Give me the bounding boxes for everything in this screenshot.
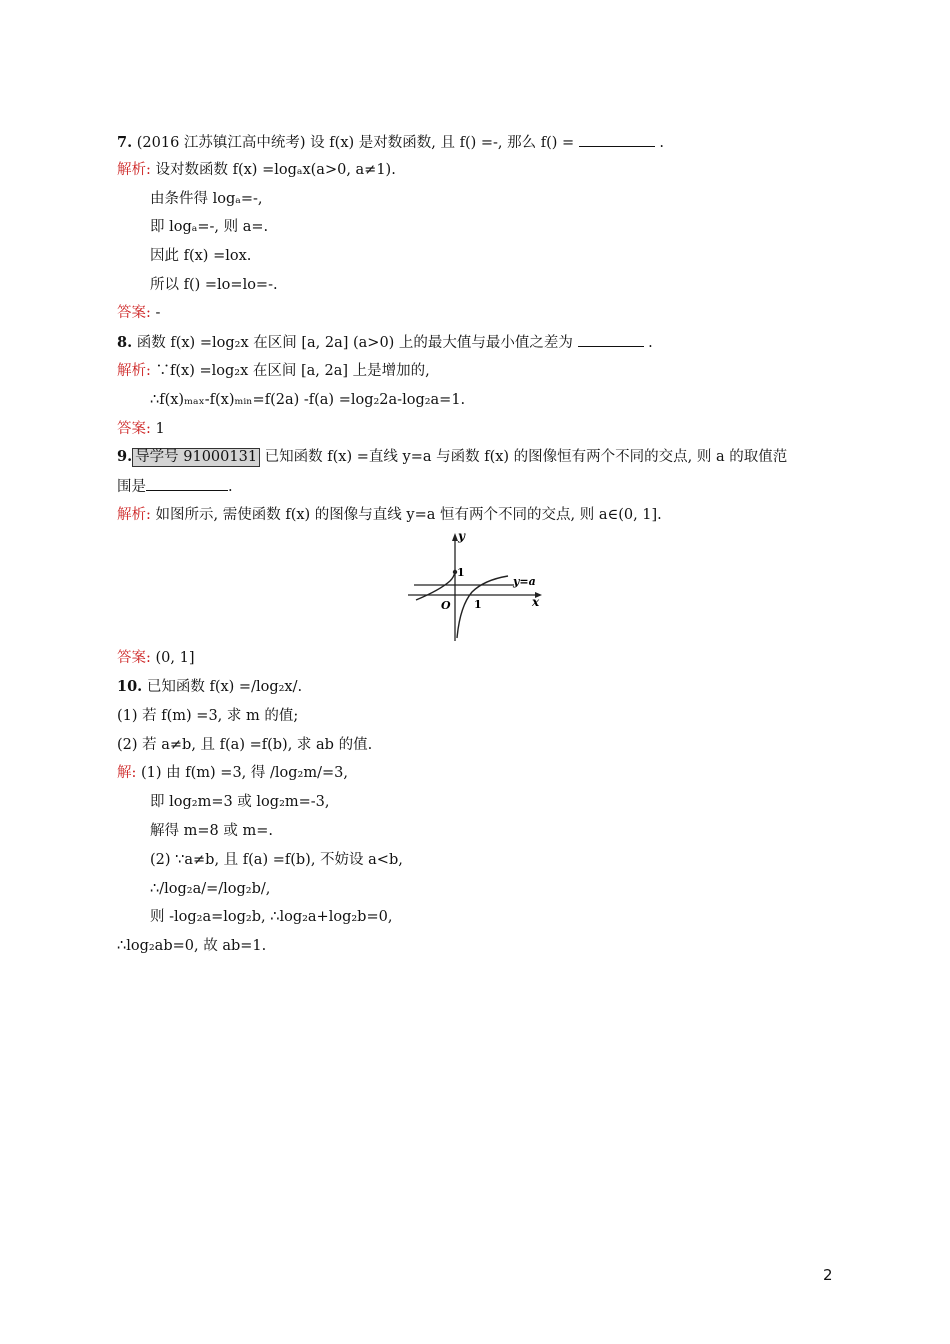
- x-axis-label: x: [532, 595, 540, 609]
- q10-solution-text: (1) 由 f(m) =3, 得 /log₂m/=3,: [141, 765, 348, 781]
- q10-question: [117, 677, 302, 697]
- q7-step-3: 因此 f(x) =lox.: [150, 248, 252, 264]
- q10-number: 10.: [117, 678, 143, 695]
- q8-answer: [117, 419, 165, 439]
- q9-analysis-label: 解析:: [117, 507, 151, 523]
- q8-text: 函数 f(x) =log₂x 在区间 [a, 2a] (a>0) 上的最大值与最小值之差为: [136, 335, 573, 351]
- q7-text: (2016 江苏镇江高中统考) 设 f(x) 是对数函数, 且 f() =-, 那么 f() =: [136, 135, 575, 151]
- q9-answer-label: 答案:: [117, 650, 151, 666]
- q10-step-2: 解得 m=8 或 m=.: [150, 823, 273, 839]
- q7-answer-blank: [579, 132, 655, 147]
- q7-step-2: 即 logₐ=-, 则 a=.: [150, 219, 269, 235]
- q10-step-5: 则 -log₂a=log₂b, ∴log₂a+log₂b=0,: [150, 909, 393, 925]
- q10-step-3: (2) ∵a≠b, 且 f(a) =f(b), 不妨设 a<b,: [150, 852, 403, 868]
- q10-text: 已知函数 f(x) =/log₂x/.: [146, 679, 303, 695]
- q10-solution: [117, 763, 348, 783]
- q8-analysis: [117, 361, 430, 381]
- page-number: 2: [823, 1266, 833, 1284]
- q8-answer-text: 1: [155, 421, 165, 437]
- q7-analysis-text: 设对数函数 f(x) =logₐx(a>0, a≠1).: [155, 162, 396, 178]
- q8-end: .: [648, 335, 653, 351]
- q9-number: 9.: [117, 448, 133, 465]
- q7-end: .: [659, 135, 665, 151]
- q9-question: [117, 447, 787, 467]
- q7-step-1: 由条件得 logₐ=-,: [150, 191, 263, 207]
- y-one-label: 1: [457, 566, 465, 579]
- q8-analysis-text: ∵f(x) =log₂x 在区间 [a, 2a] 上是增加的,: [155, 363, 430, 379]
- line-label: y=a: [513, 575, 536, 588]
- x-one-label: 1: [474, 598, 482, 611]
- q9-text-2: 围是: [117, 479, 146, 495]
- q7-analysis-label: 解析:: [117, 162, 151, 178]
- q7-number: 7.: [117, 134, 133, 151]
- q10-step-1: 即 log₂m=3 或 log₂m=-3,: [150, 794, 330, 810]
- q8-number: 8.: [117, 334, 133, 351]
- q9-analysis: [117, 505, 662, 525]
- q7-answer-text: -: [155, 305, 161, 321]
- q8-answer-label: 答案:: [117, 421, 151, 437]
- q9-answer-text: (0, 1]: [155, 650, 195, 666]
- q10-step-4: ∴/log₂a/=/log₂b/,: [150, 881, 271, 897]
- q8-answer-blank: [578, 332, 644, 347]
- q10-final: ∴log₂ab=0, 故 ab=1.: [117, 938, 267, 954]
- q10-part-1: (1) 若 f(m) =3, 求 m 的值;: [117, 708, 299, 724]
- left-branch: [416, 572, 455, 600]
- q7-answer: [117, 303, 160, 323]
- q7-step-4: 所以 f() =lo=lo=-.: [150, 277, 278, 293]
- origin-label: O: [441, 599, 451, 612]
- q9-text: 已知函数 f(x) =直线 y=a 与函数 f(x) 的图像恒有两个不同的交点, 则 a 的取值范: [264, 449, 788, 465]
- q9-answer: [117, 648, 194, 668]
- q9-end: .: [228, 479, 233, 495]
- y-axis-label: y: [458, 529, 465, 543]
- q7-analysis: [117, 160, 396, 180]
- q10-part-2: (2) 若 a≠b, 且 f(a) =f(b), 求 ab 的值.: [117, 737, 373, 753]
- q8-analysis-label: 解析:: [117, 363, 151, 379]
- q9-answer-blank: [146, 476, 228, 491]
- q10-solution-label: 解:: [117, 765, 137, 781]
- q8-question: [117, 332, 653, 353]
- function-graph: [404, 528, 554, 646]
- q7-answer-label: 答案:: [117, 305, 151, 321]
- q9-analysis-text: 如图所示, 需使函数 f(x) 的图像与直线 y=a 恒有两个不同的交点, 则 a∈(0, 1].: [155, 507, 662, 523]
- q7-question: [117, 132, 664, 153]
- q9-study-tag[interactable]: 导学号 91000131: [132, 448, 260, 467]
- q9-question-cont: [117, 476, 233, 497]
- q8-step-1: ∴f(x)ₘₐₓ-f(x)ₘᵢₙ=f(2a) -f(a) =log₂2a-log₂a=1.: [150, 392, 466, 408]
